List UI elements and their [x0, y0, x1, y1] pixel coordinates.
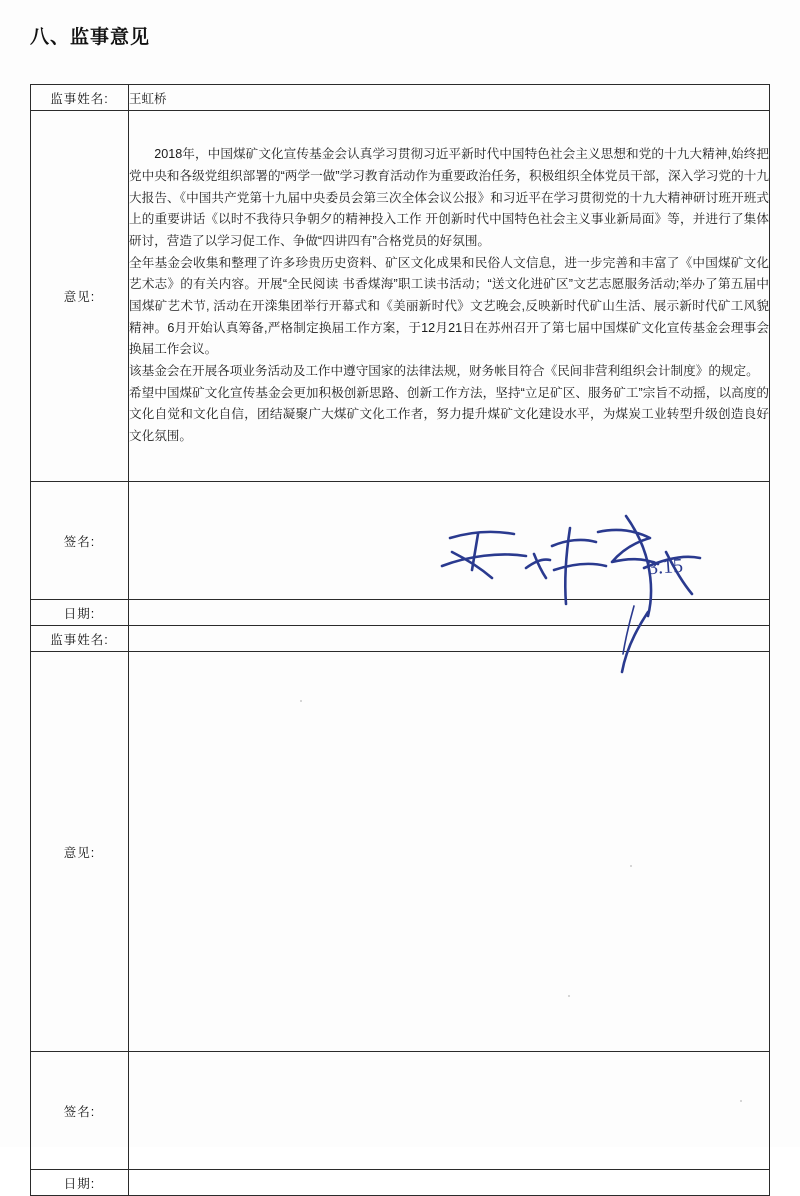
label-date-2: 日期:: [31, 1170, 129, 1196]
value-supervisor-name-2: [129, 626, 770, 652]
table-row: [31, 482, 770, 600]
value-opinion-2: [129, 652, 770, 1052]
opinion-paragraph: 该基金会在开展各项业务活动及工作中遵守国家的法律法规，财务帐目符合《民间非营利组织会计制度》的规定。: [129, 363, 759, 378]
scan-speck: [630, 865, 632, 867]
opinion-paragraph: 全年基金会收集和整理了许多珍贵历史资料、矿区文化成果和民俗人文信息，进一步完善和丰富了《中国煤矿文化艺术志》的有关内容。开展“全民阅读 书香煤海”职工读书活动；“送文化进矿区”文艺志愿服务活动;举办了第五届中国煤矿艺术节, 活动在开滦集团举行开幕式和《美丽新时代》文艺晚会,反映新时代矿山生活、展示新时代矿工风貌精神。6月开始认真筹备,严格制定换届工作方案，于12月21日在苏州召开了第七届中国煤矿文化宣传基金会理事会换届工作会议。: [129, 255, 769, 357]
label-date-1: 日期:: [31, 600, 129, 626]
scan-speck: [300, 700, 302, 702]
value-opinion-1: [129, 111, 770, 482]
label-supervisor-name-1: 监事姓名:: [31, 85, 129, 111]
label-opinion-1: 意见:: [31, 111, 129, 482]
table-row: [31, 1052, 770, 1170]
table-row: [31, 626, 770, 652]
handwritten-date: 3.15: [647, 554, 684, 580]
label-opinion-2: 意见:: [31, 652, 129, 1052]
value-supervisor-name-1: 王虹桥: [129, 85, 770, 111]
value-signature-2: [129, 1052, 770, 1170]
value-date-2: [129, 1170, 770, 1196]
scan-speck: [568, 995, 570, 997]
label-signature-2: 签名:: [31, 1052, 129, 1170]
table-row: [31, 1170, 770, 1196]
table-row: [31, 652, 770, 1052]
opinion-paragraph: 2018年，中国煤矿文化宣传基金会认真学习贯彻习近平新时代中国特色社会主义思想和党的十九大精神,始终把党中央和各级党组织部署的“两学一做”学习教育活动作为重要政治任务，积极组织全体党员干部，深入学习党的十九大报告、《中国共产党第十九届中央委员会第三次全体会议公报》和习近平在学习贯彻党的十九大精神研讨班开班式上的重要讲话《以时不我待只争朝夕的精神投入工作 开创新时代中国特色社会主义事业新局面》等，并进行了集体研讨，营造了以学习促工作、争做“四讲四有”合格党员的好氛围。: [129, 147, 769, 249]
table-row: [31, 85, 770, 111]
label-supervisor-name-2: 监事姓名:: [31, 626, 129, 652]
opinion-paragraph: 希望中国煤矿文化宣传基金会更加积极创新思路、创新工作方法，坚持“立足矿区、服务矿工”宗旨不动摇，以高度的文化自觉和文化自信，团结凝聚广大煤矿文化工作者，努力提升煤矿文化建设水平，为煤炭工业转型升级创造良好文化氛围。: [129, 385, 769, 443]
table-row: [31, 600, 770, 626]
value-signature-1: [129, 482, 770, 600]
table-row: [31, 111, 770, 482]
scan-speck: [740, 1100, 742, 1102]
supervisor-opinion-table: [30, 84, 770, 1196]
page-title: 八、监事意见: [30, 27, 151, 48]
label-signature-1: 签名:: [31, 482, 129, 600]
value-date-1: [129, 600, 770, 626]
